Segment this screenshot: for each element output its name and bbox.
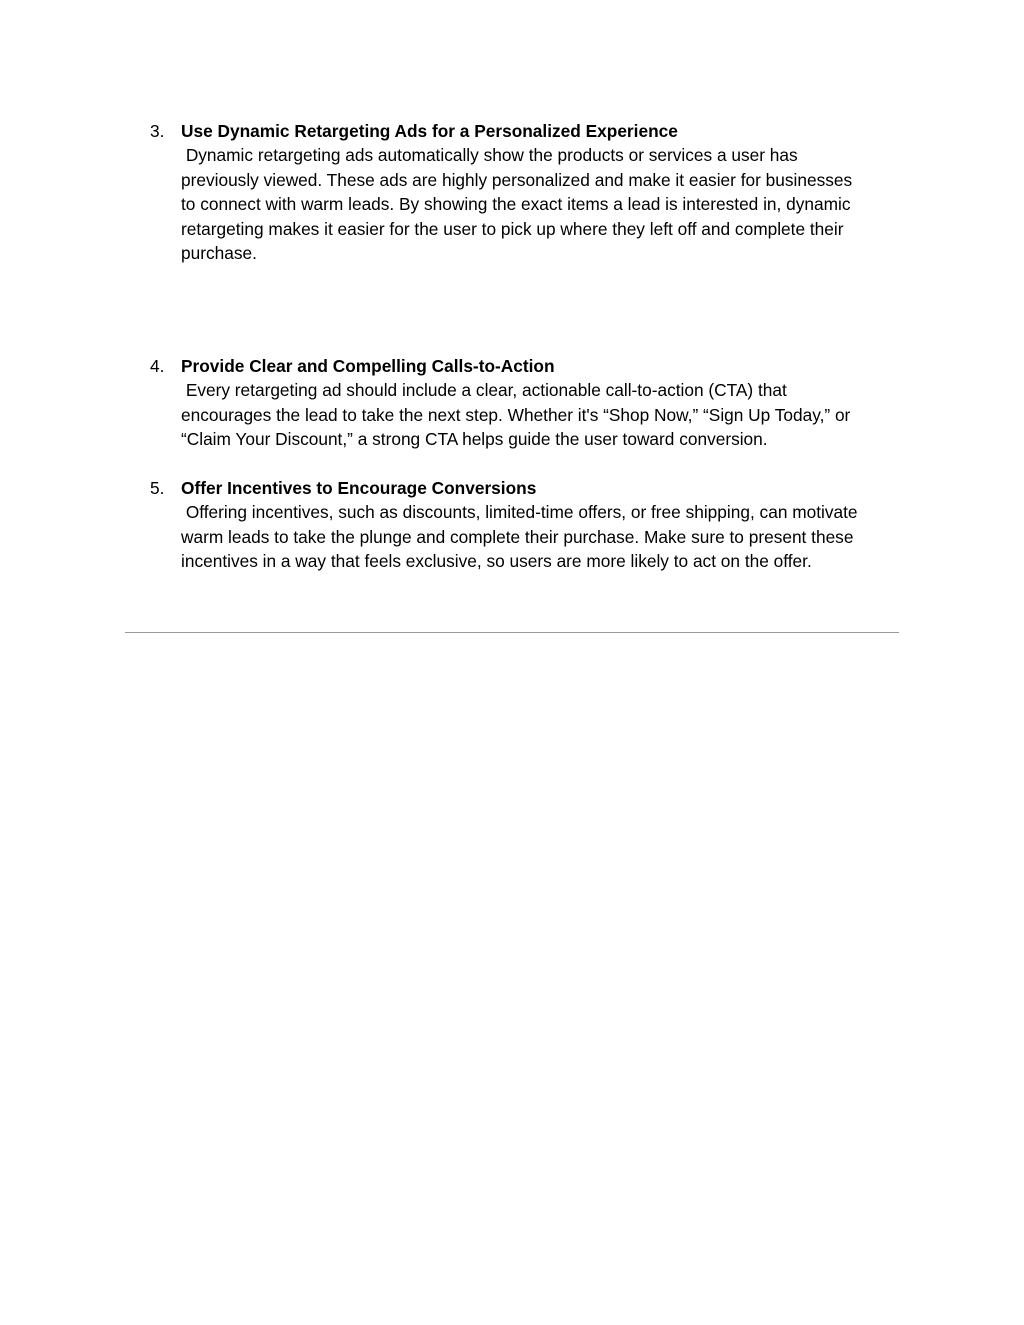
list-item-content bbox=[181, 119, 907, 265]
list-item-content bbox=[181, 354, 907, 452]
list-item-body-line: “Claim Your Discount,” a strong CTA helps guide the user toward conversion. bbox=[181, 429, 768, 450]
list-item-number: 3. bbox=[150, 121, 165, 141]
list-item-body-line: to connect with warm leads. By showing the exact items a lead is interested in, dynamic bbox=[181, 194, 851, 215]
list-item-body-line: warm leads to take the plunge and complete their purchase. Make sure to present these bbox=[181, 526, 854, 547]
list-item-body-line: purchase. bbox=[181, 243, 257, 264]
list-item-body-line: previously viewed. These ads are highly personalized and make it easier for businesses bbox=[181, 169, 853, 190]
list-item-body-line: retargeting makes it easier for the user to pick up where they left off and complete their bbox=[181, 218, 844, 239]
list-item-body-line: Offering incentives, such as discounts, limited-time offers, or free shipping, can motivate bbox=[181, 502, 858, 523]
list-item-body-line: encourages the lead to take the next step. Whether it's “Shop Now,” “Sign Up Today,” or bbox=[181, 404, 851, 425]
list-item-body-line: incentives in a way that feels exclusive, so users are more likely to act on the offer. bbox=[181, 551, 812, 572]
list-item-content bbox=[181, 476, 907, 574]
list-item-body-line: Every retargeting ad should include a clear, actionable call-to-action (CTA) that bbox=[181, 380, 787, 401]
horizontal-divider bbox=[125, 632, 899, 633]
list-item-body-line: Dynamic retargeting ads automatically show the products or services a user has bbox=[181, 145, 798, 166]
list-item-title: Offer Incentives to Encourage Conversions bbox=[181, 478, 537, 498]
list-item-number: 5. bbox=[150, 478, 165, 498]
list-item-title: Use Dynamic Retargeting Ads for a Personalized Experience bbox=[181, 121, 678, 141]
list-item-number: 4. bbox=[150, 356, 165, 376]
list-item-title: Provide Clear and Compelling Calls-to-Action bbox=[181, 356, 555, 376]
